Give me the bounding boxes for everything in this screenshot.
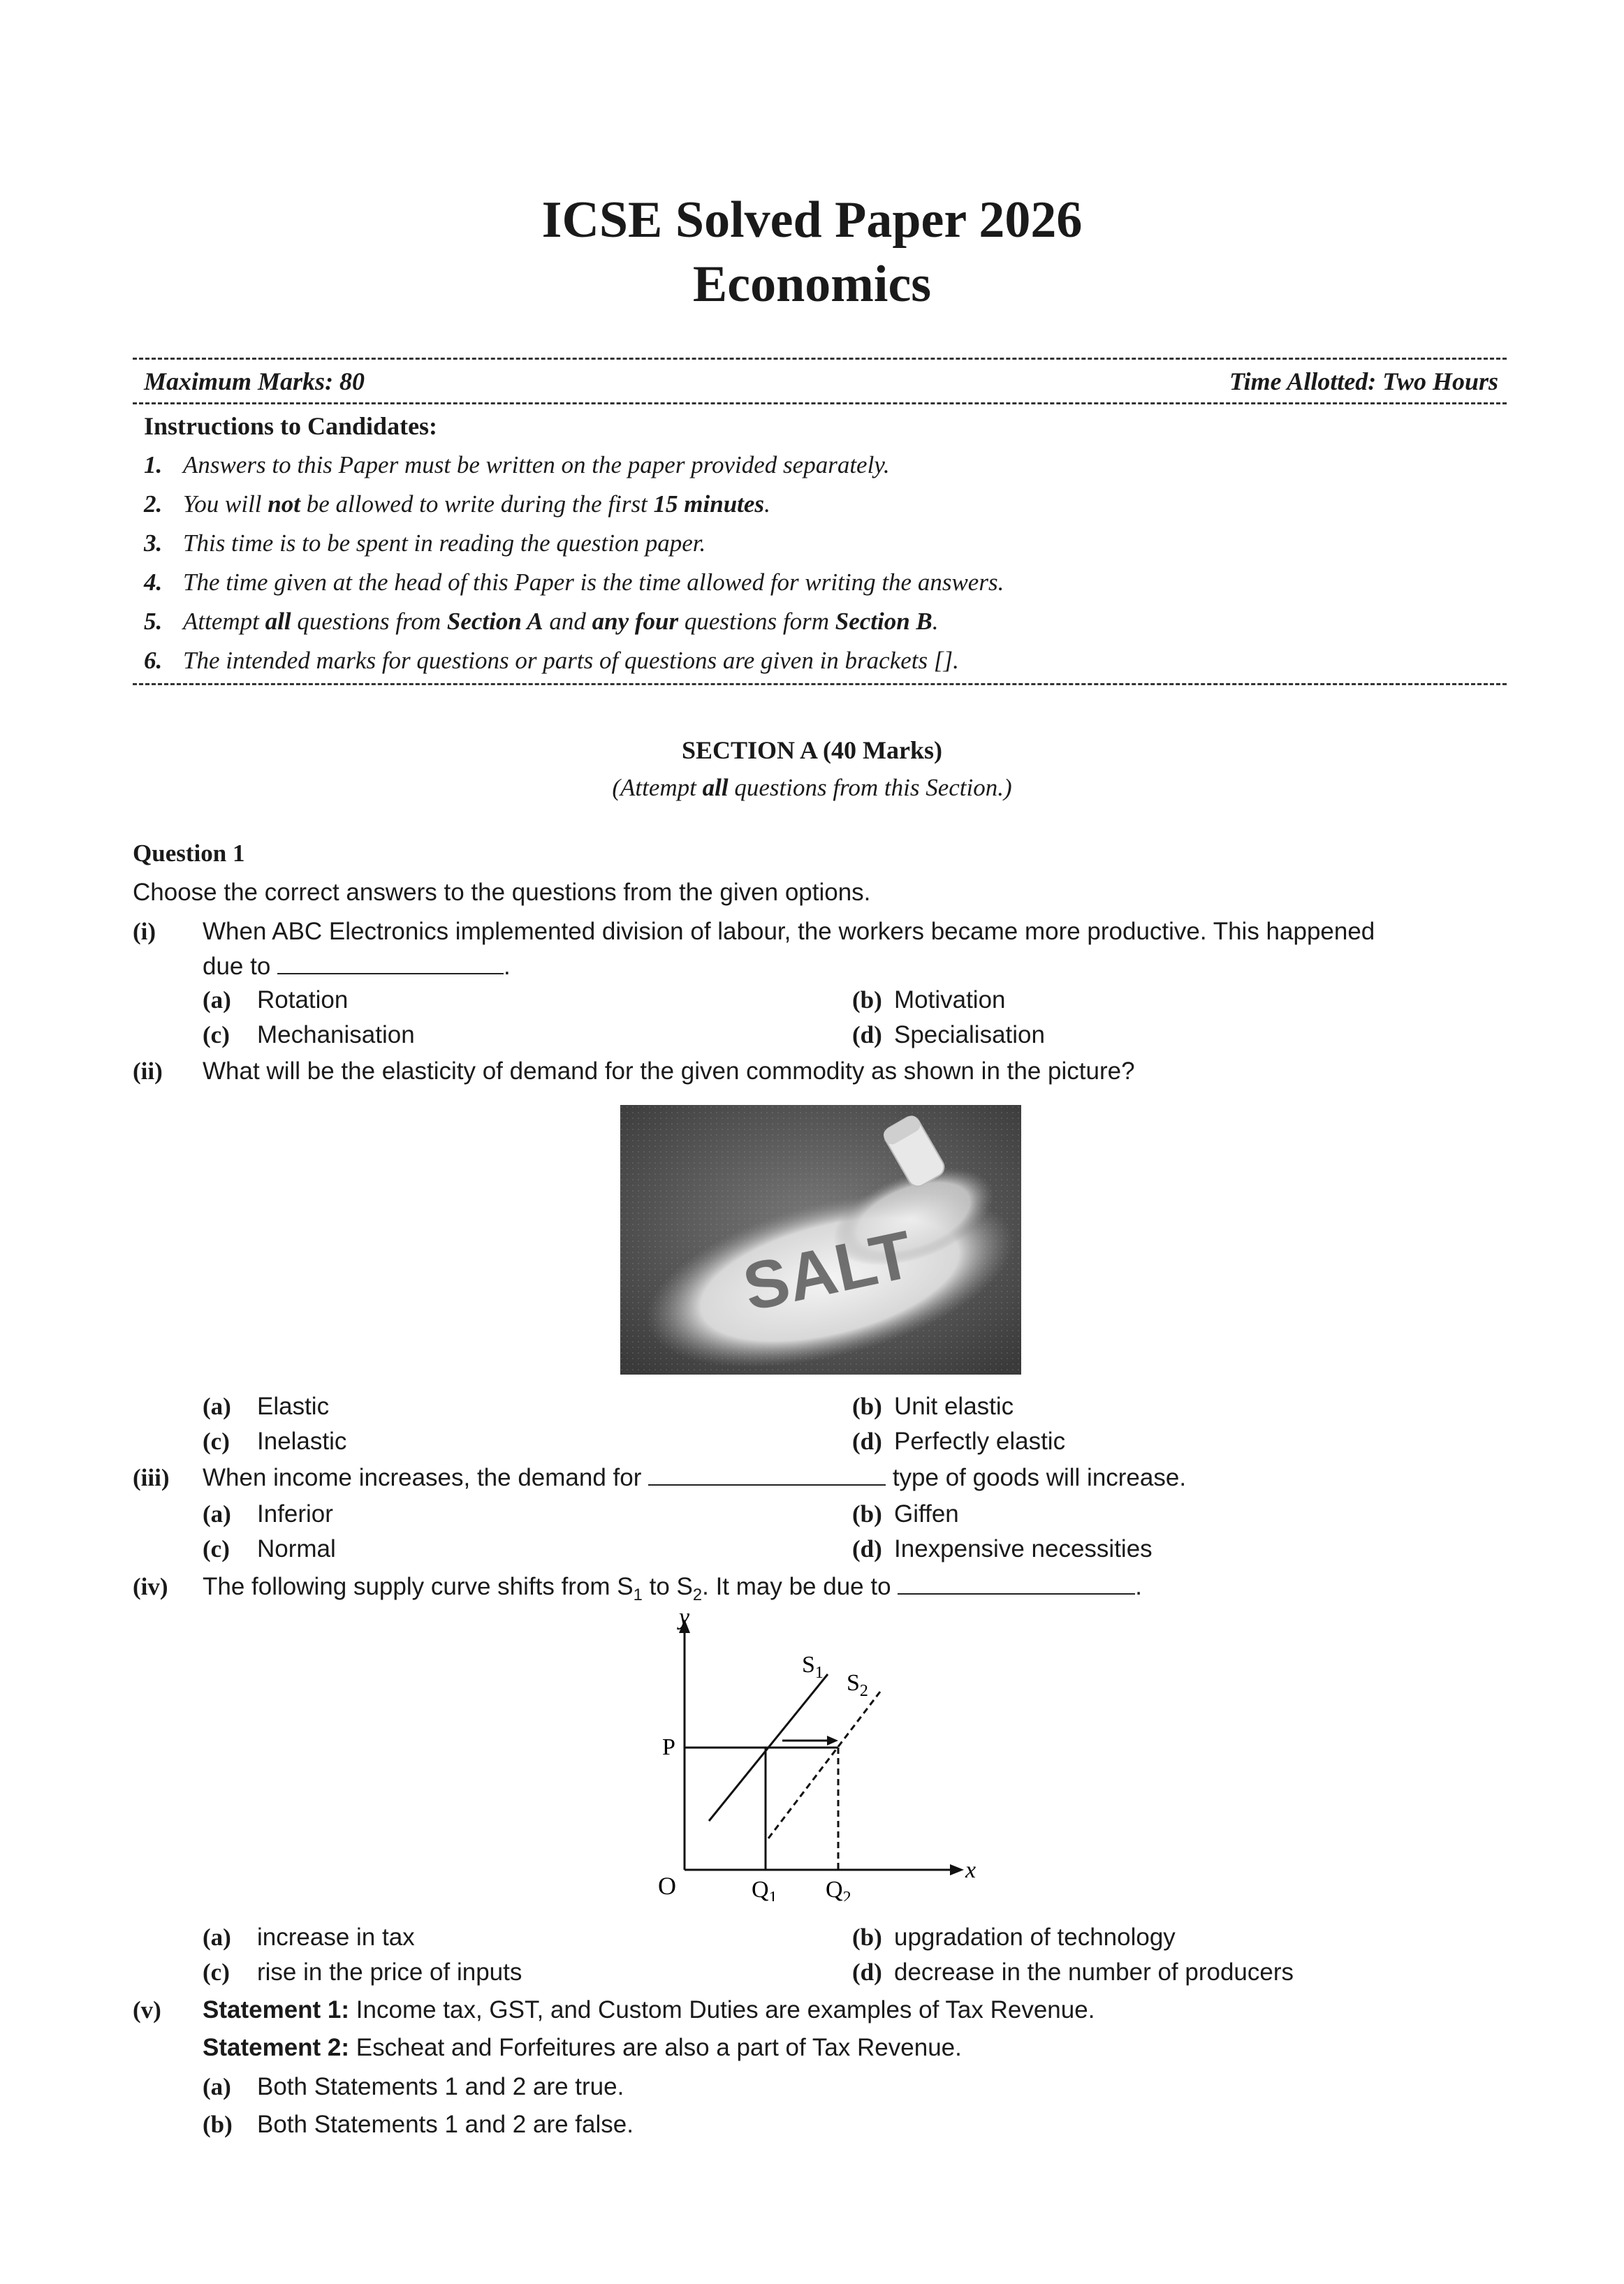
question-intro: Choose the correct answers to the questions from the given options. — [133, 879, 871, 906]
option-b[interactable]: (b) Giffen — [852, 1500, 959, 1528]
supply-curve-s2 — [768, 1692, 880, 1838]
option-b[interactable]: (b) Unit elastic — [852, 1393, 1014, 1420]
divider — [133, 683, 1507, 685]
paper-subject: Economics — [692, 256, 932, 313]
option-c[interactable]: (c) Mechanisation — [203, 1021, 415, 1048]
paper-title: ICSE Solved Paper 2026 — [541, 191, 1083, 249]
question-heading: Question 1 — [133, 840, 245, 867]
salt-image — [620, 1105, 1021, 1375]
supply-curve-diagram — [643, 1608, 1006, 1901]
option-d[interactable]: (d) Specialisation — [852, 1021, 1045, 1048]
divider — [133, 358, 1507, 360]
option-d[interactable]: (d) decrease in the number of producers — [852, 1959, 1294, 1986]
option-b[interactable]: (b) upgradation of technology — [852, 1924, 1176, 1951]
option-a[interactable]: (a) Rotation — [203, 986, 349, 1013]
subquestion-number: (i) — [133, 918, 156, 945]
subquestion-text: What will be the elasticity of demand for the given commodity as shown in the picture? — [203, 1057, 1135, 1085]
option-c[interactable]: (c) Normal — [203, 1535, 336, 1562]
subquestion-text: due to . — [203, 953, 511, 980]
instructions-heading: Instructions to Candidates: — [144, 412, 438, 440]
option-c[interactable]: (c) Inelastic — [203, 1428, 347, 1455]
s2-label: $S_2$ — [847, 1670, 868, 1700]
origin-label: O — [658, 1872, 676, 1900]
option-d[interactable]: (d) Perfectly elastic — [852, 1428, 1066, 1455]
statement-1: Statement 1: Income tax, GST, and Custom Duties are examples of Tax Revenue. — [203, 1996, 1095, 2023]
q2-label: $Q_2$ — [826, 1877, 851, 1901]
subquestion-number: (ii) — [133, 1057, 163, 1085]
y-axis-label: y — [679, 1608, 690, 1630]
section-title: SECTION A (40 Marks) — [681, 736, 943, 764]
maximum-marks: Maximum Marks: 80 — [144, 367, 365, 395]
salt-word: SALT — [737, 1217, 919, 1326]
subquestion-number: (iii) — [133, 1464, 170, 1491]
s1-label: $S_1$ — [802, 1652, 824, 1682]
statement-2: Statement 2: Escheat and Forfeitures are also a part of Tax Revenue. — [203, 2034, 962, 2061]
time-allotted: Time Allotted: Two Hours — [1229, 367, 1498, 395]
subquestion-text: When income increases, the demand for type of goods will increase. — [203, 1464, 1187, 1491]
option-a[interactable]: (a) Both Statements 1 and 2 are true. — [203, 2073, 624, 2100]
section-subtitle: (Attempt all questions from this Section.) — [612, 774, 1012, 801]
divider — [133, 402, 1507, 404]
option-b[interactable]: (b) Motivation — [852, 986, 1006, 1013]
subquestion-text: When ABC Electronics implemented division of labour, the workers became more productive. This happened — [203, 918, 1375, 945]
option-a[interactable]: (a) increase in tax — [203, 1924, 415, 1951]
option-a[interactable]: (a) Inferior — [203, 1500, 333, 1528]
subquestion-text: The following supply curve shifts from $S_1$ to $S_2$. It may be due to . — [203, 1573, 1143, 1604]
x-axis-label: x — [965, 1857, 976, 1883]
option-b[interactable]: (b) Both Statements 1 and 2 are false. — [203, 2111, 634, 2138]
option-c[interactable]: (c) rise in the price of inputs — [203, 1959, 522, 1986]
price-label: P — [662, 1734, 675, 1760]
option-a[interactable]: (a) Elastic — [203, 1393, 330, 1420]
subquestion-number: (v) — [133, 1996, 161, 2023]
q1-label: $Q_1$ — [752, 1877, 777, 1901]
subquestion-number: (iv) — [133, 1573, 168, 1600]
option-d[interactable]: (d) Inexpensive necessities — [852, 1535, 1153, 1562]
